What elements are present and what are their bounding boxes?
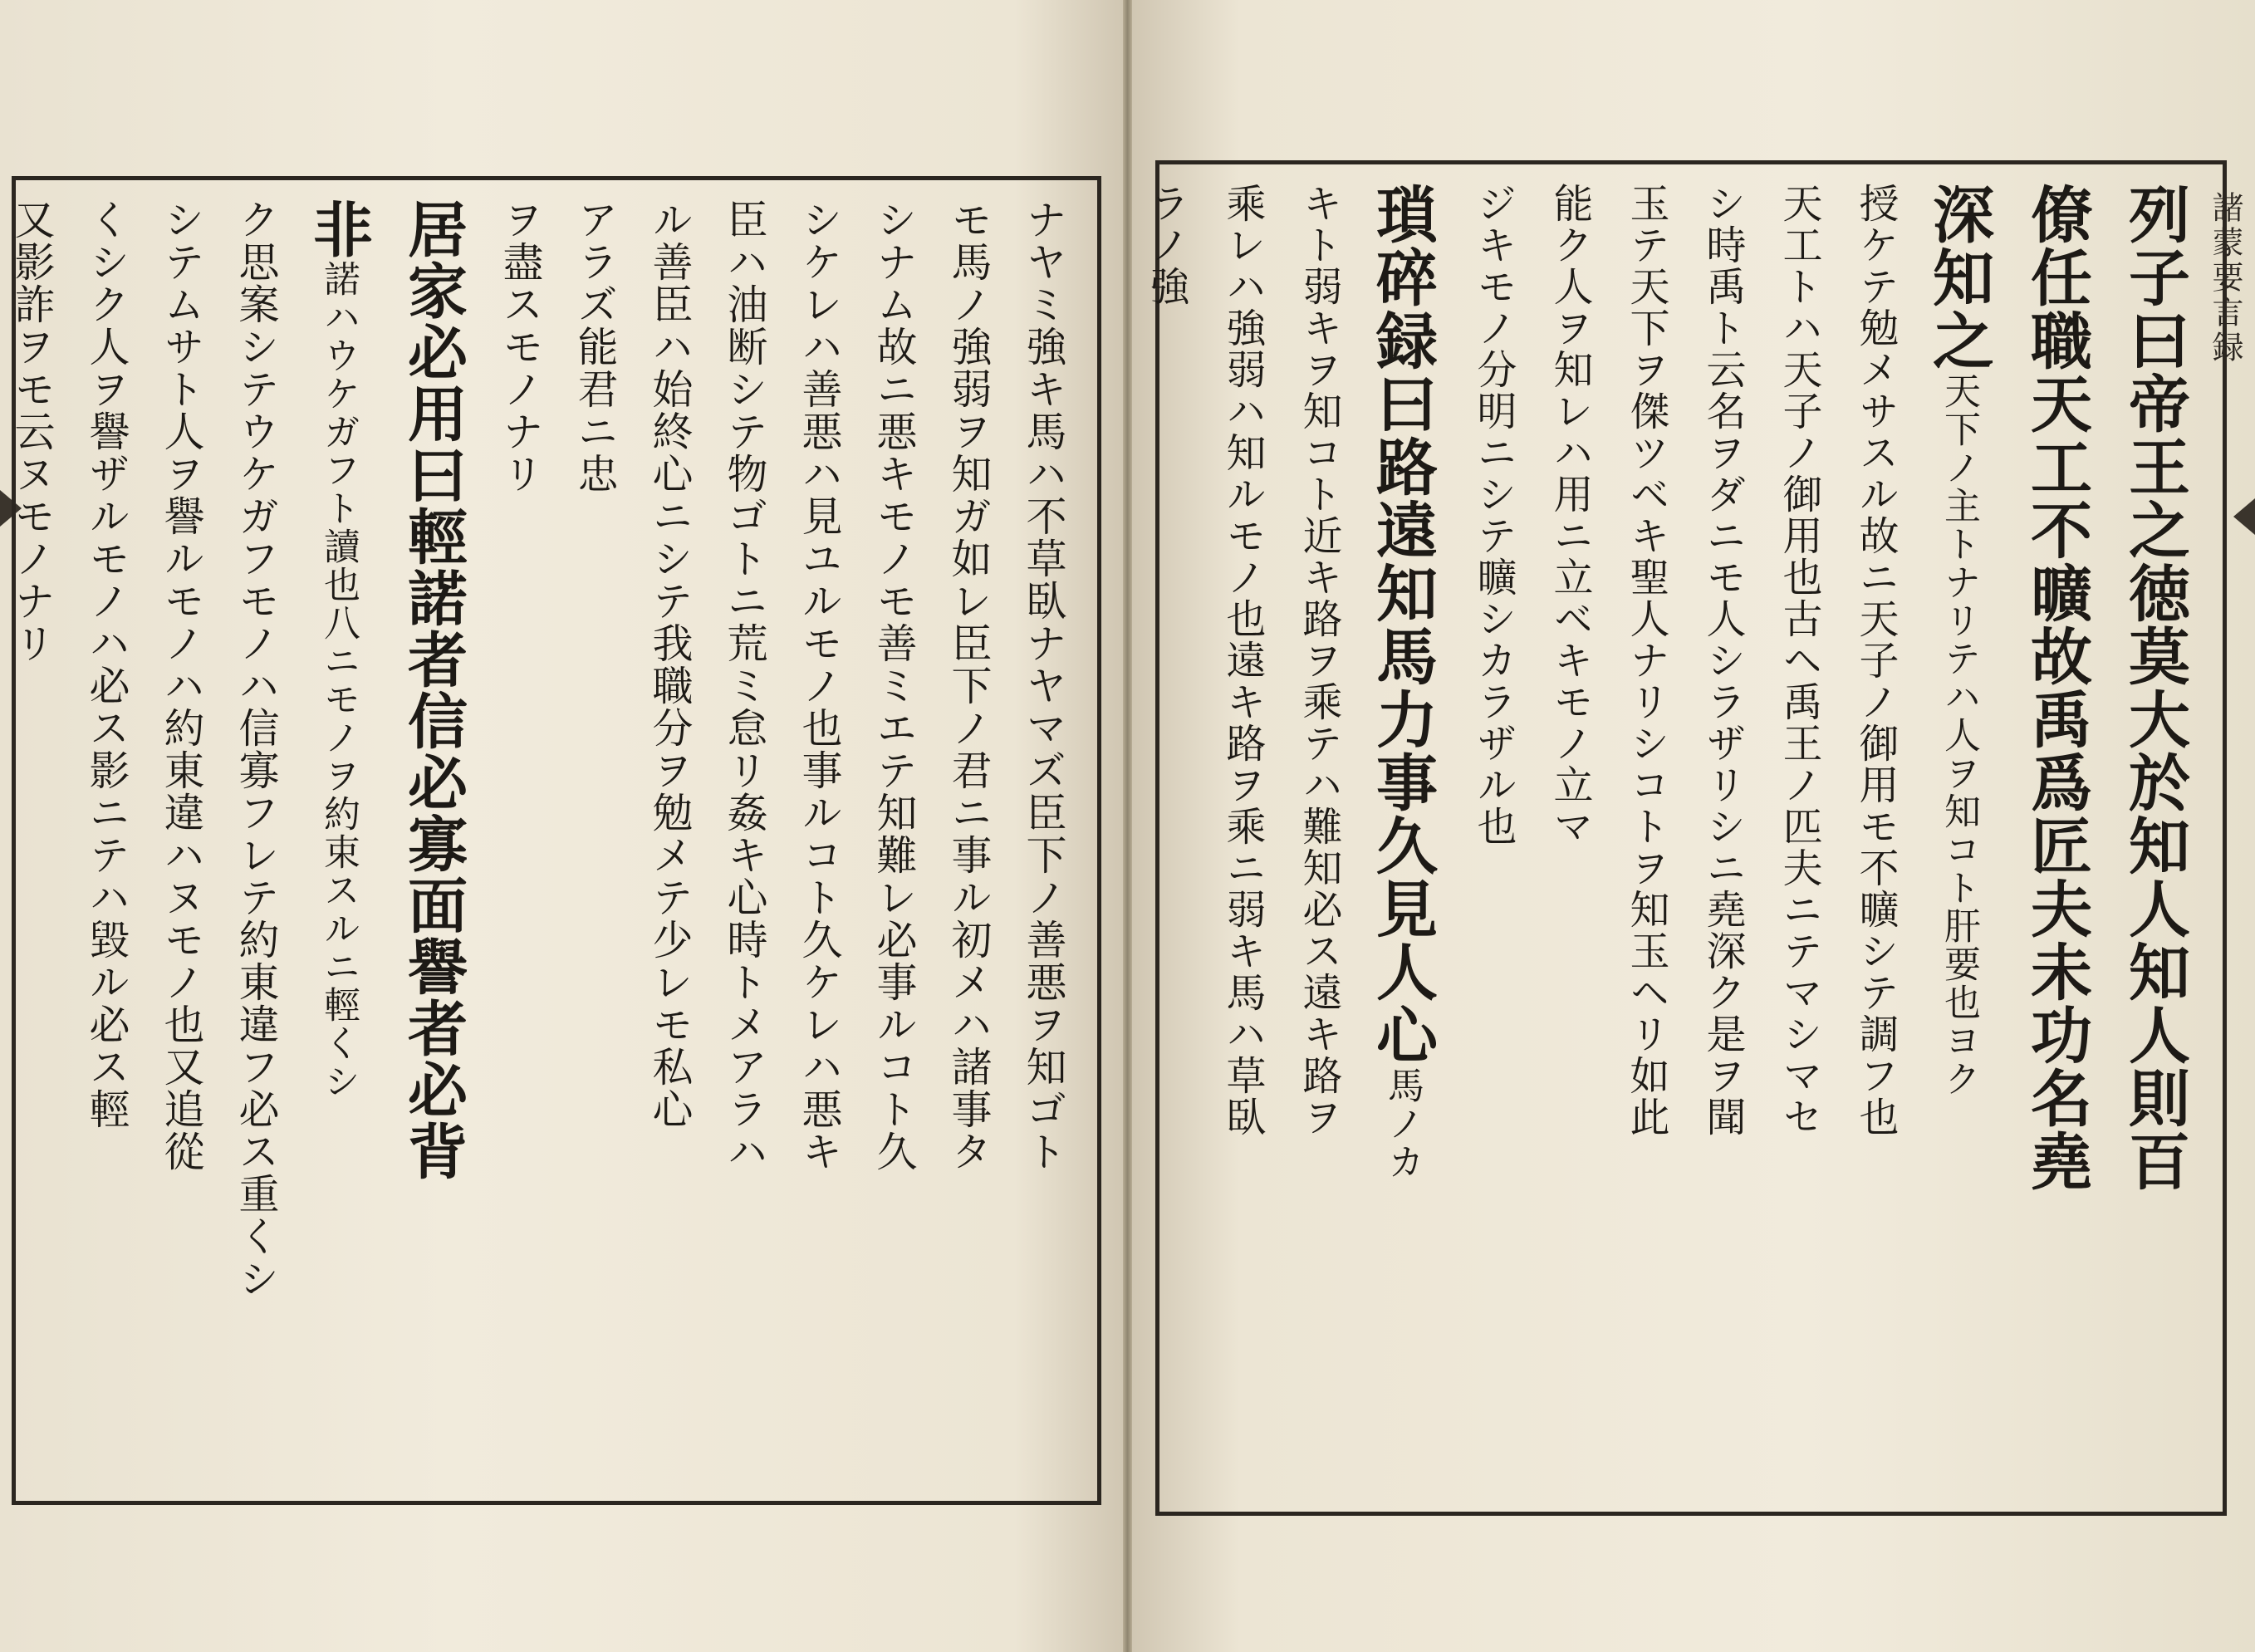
text-column: ジキモノ分明ニシテ曠シカラザル也 [1470,183,1517,847]
text-column: ク思案シテウケガフモノハ信寡フレテ約東違フ必ス重くシ [233,199,280,1300]
main-text-column: 僚任職天工不曠故禹爲匠夫未功名堯 [2021,183,2092,1193]
text-column: シテムサト人ヲ譽ルモノハ約東違ハヌモノ也又追從 [158,199,205,1173]
main-text: 非 [303,199,374,260]
commentary-text: 馬ノカ [1381,1066,1424,1181]
right-page-frame [1143,160,2227,1516]
text-column: シナム故ニ悪キモノモ善ミエテ知難レ必事ルコト久 [870,199,918,1173]
text-column: 乘レハ強弱ハ知ルモノ也遠キ路ヲ乘ニ弱キ馬ハ草臥 [1219,183,1266,1138]
text-column: 能ク人ヲ知レハ用ニ立ベキモノ立マ [1547,183,1593,847]
left-page-frame [8,176,1101,1505]
main-text-column [1914,183,2003,1493]
text-column: ル善臣ハ始終心ニシテ我職分ヲ勉メテ少レモ私心 [646,199,694,1130]
text-column: アラズ能君ニ忠 [571,199,619,495]
text-column: シケレハ善悪ハ見ユルモノ也事ルコト久ケレハ悪キ [796,199,843,1173]
main-text: 瑣碎録曰路遠知馬力事久見人心 [1366,183,1438,1066]
text-column: モ馬ノ強弱ヲ知ガ如レ臣下ノ君ニ事ル初メハ諸事タ [945,199,993,1173]
text-column: ナヤミ強キ馬ハ不草臥ナヤマズ臣下ノ善悪ヲ知ゴト [1020,199,1067,1173]
right-text-area [1143,183,2199,1493]
folio-title: 諸蒙要言録 [2207,191,2243,365]
text-column: ヲ盡スモノナリ [497,199,544,495]
book-gutter [1123,0,1132,1652]
text-column: シ時禹ト云名ヲダニモ人シラザリシニ堯深ク是ヲ聞 [1699,183,1746,1138]
main-text-column [1357,183,1447,1493]
fold-mark-icon [2233,498,2255,535]
main-text-column: 列子曰帝王之徳莫大於知人知人則百 [2119,183,2190,1193]
left-page [0,0,1123,1652]
commentary-text: 天下ノ主トナリテハ人ヲ知コト肝要也ヨク [1938,372,1980,1098]
text-column: ラノ強 [1143,183,1189,307]
text-column: 授ケテ勉メサスル故ニ天子ノ御用モ不曠シテ調フ也 [1852,183,1899,1138]
text-column: くシク人ヲ譽ザルモノハ必ス影ニテハ毀ル必ス輕 [83,199,130,1130]
main-text-column [295,199,381,1483]
left-text-area [8,199,1074,1483]
text-column: 天工トハ天子ノ御用也古ヘ禹王ノ匹夫ニテマシマセ [1776,183,1822,1138]
commentary-text: 諾ハウケガフト讀也八ニモノヲ約束スルニ輕くシ [317,260,360,1101]
right-page [1132,0,2255,1652]
text-column: 又影詐ヲモ云ヌモノナリ [8,199,56,664]
text-column: キト弱キヲ知コト近キ路ヲ乘テハ難知必ス遠キ路ヲ [1296,183,1342,1138]
main-text: 深知之 [1923,183,1994,372]
text-column: 臣ハ油断シテ物ゴトニ荒ミ怠リ姦キ心時トメアラハ [721,199,768,1173]
main-text-column: 居家必用曰輕諾者信必寡面譽者必背 [398,199,468,1182]
text-column: 玉テ天下ヲ傑ツベキ聖人ナリシコトヲ知玉ヘリ如此 [1623,183,1669,1138]
